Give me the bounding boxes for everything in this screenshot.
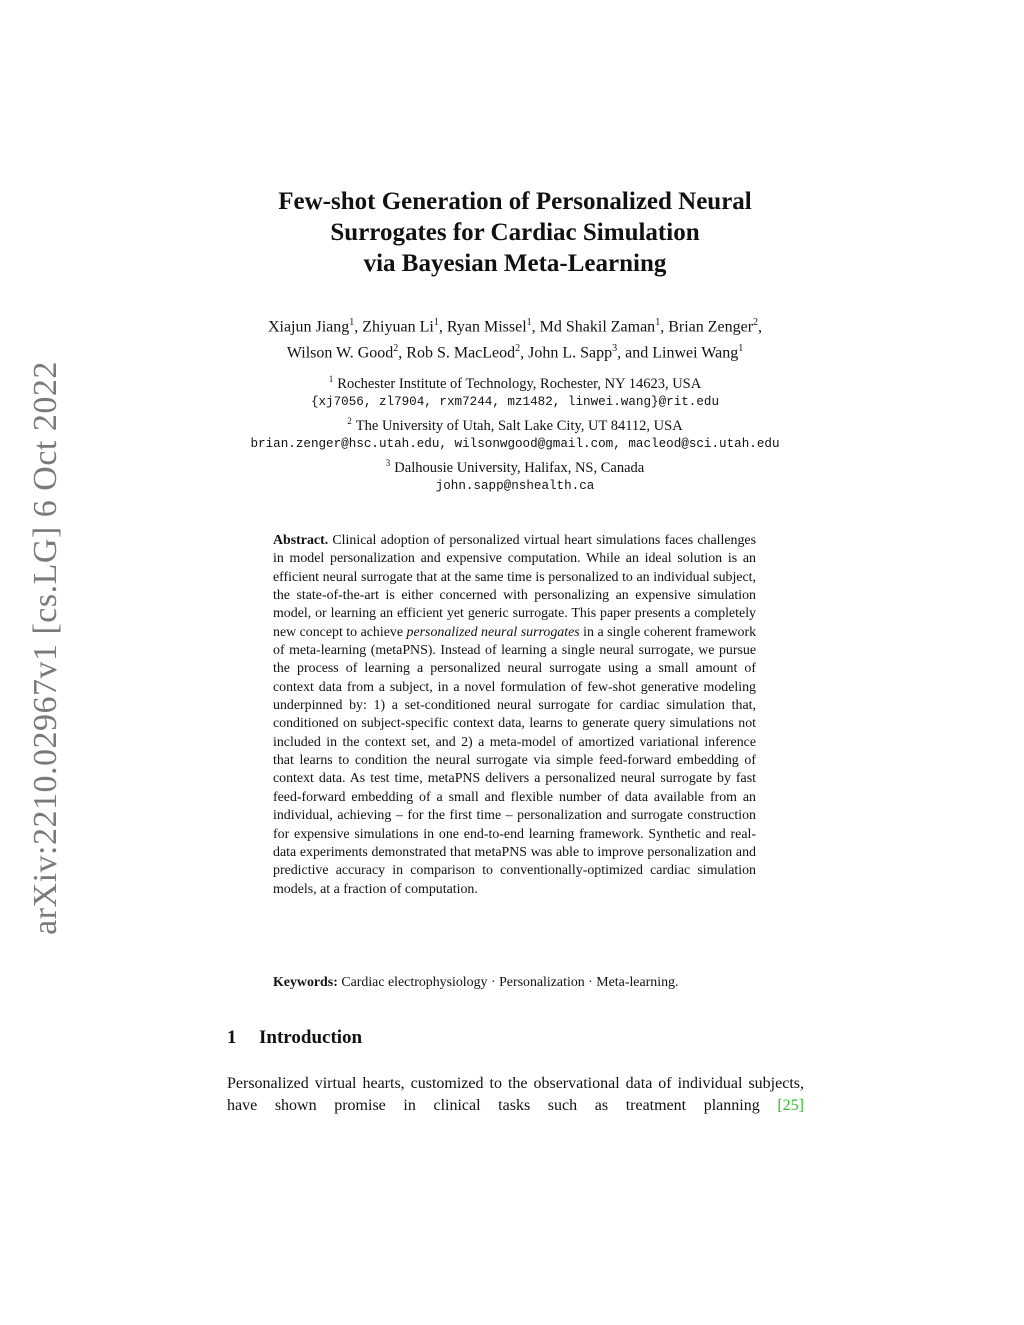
- author-line: Wilson W. Good$^2$, Rob S. MacLeod$^2$, John L. Sapp$^3$, and Linwei Wang$^1$: [286, 343, 744, 362]
- author-affiliation-mark: 2: [393, 343, 399, 355]
- affiliation-number: 2: [347, 415, 352, 426]
- title-line: Few-shot Generation of Personalized Neural: [278, 188, 752, 215]
- intro-paragraph: [227, 1073, 804, 1117]
- author-affiliation-mark: 1: [738, 343, 744, 355]
- affiliation-name: Dalhousie University, Halifax, NS, Canada: [394, 459, 645, 476]
- intro-text: Personalized virtual hearts, customized to the observational data of individual subjects, have shown promise in clinical tasks such as treatment planning: [227, 1075, 804, 1114]
- keywords-text: Cardiac electrophysiology · Personalization · Meta-learning.: [341, 975, 679, 990]
- author-name: Ryan Missel: [446, 318, 527, 336]
- arxiv-identifier-stamp: [26, 360, 66, 935]
- abstract-text: in a single coherent framework of meta-learning (metaPNS). Instead of learning a single neural surrogate, we pursue the process of learning a personalized neural surrogate using a small amount of context data from a subject, in a novel formulation of few-shot generative modeling underpinned by: 1) a set-conditioned neural surrogate for cardiac simulation that, conditioned on subject-specific context data, learns to generate query simulations not included in the context set, and 2) a meta-model of amortized variational inference that learns to condition the neural surrogate via simple feed-forward embedding of context data. As test time, metaPNS delivers a personalized neural surrogate by fast feed-forward embedding of a small and flexible number of data available from an individual, achieving – for the first time – personalization and surrogate construction for expensive simulations in one end-to-end learning framework. Synthetic and real-data experiments demonstrated that metaPNS was able to improve personalization and predictive accuracy in comparison to conventionally-optimized cardiac simulation models, at a fraction of computation.: [273, 624, 757, 897]
- author-affiliation-mark: 1: [433, 317, 439, 328]
- affiliation-1: [200, 370, 830, 393]
- affiliation-1-email: {xj7056, zl7904, rxm7244, mz1482, linwei.wang}@rit.edu: [310, 395, 720, 410]
- affiliation-3: [200, 454, 830, 477]
- section-number: 1: [227, 1027, 237, 1048]
- author-affiliation-mark: 2: [515, 343, 521, 355]
- affiliation-2: [200, 412, 830, 435]
- author-affiliation-mark: 1: [526, 317, 532, 328]
- keywords: [273, 974, 756, 992]
- citation-link[interactable]: [25]: [777, 1097, 804, 1114]
- affiliations: [200, 370, 830, 495]
- title-line: Surrogates for Cardiac Simulation: [330, 219, 700, 246]
- affiliation-name: Rochester Institute of Technology, Rochester, NY 14623, USA: [337, 375, 702, 392]
- author-name: Xiajun Jiang: [267, 318, 350, 336]
- abstract-text: Clinical adoption of personalized virtual heart simulations faces challenges in model personalization and expensive computation. While an ideal solution is an efficient neural surrogate that at the same time is personalized to an individual subject, the state-of-the-art is either concerned with personalizing an expensive simulation model, or learning an efficient yet generic surrogate. This paper presents a completely new concept to achieve: [273, 533, 756, 640]
- arxiv-id-text: arXiv:2210.02967v1 [cs.LG] 6 Oct 2022: [27, 360, 64, 935]
- author-name: Wilson W. Good: [286, 344, 394, 362]
- title-line: via Bayesian Meta-Learning: [363, 250, 667, 277]
- author-name: Linwei Wang: [652, 344, 739, 362]
- author-name: Md Shakil Zaman: [539, 318, 656, 336]
- author-name: Rob S. MacLeod: [406, 344, 516, 362]
- author-name: John L. Sapp: [528, 344, 613, 362]
- author-list: [200, 312, 830, 365]
- keywords-label: Keywords:: [273, 975, 338, 990]
- author-name: Zhiyuan Li: [362, 318, 434, 336]
- author-affiliation-mark: 2: [753, 317, 759, 328]
- abstract: [273, 532, 756, 899]
- author-name: Brian Zenger: [668, 318, 754, 336]
- author-affiliation-mark: 1: [655, 317, 661, 328]
- affiliation-3-email: john.sapp@nshealth.ca: [435, 478, 595, 493]
- author-line: Xiajun Jiang$^1$, Zhiyuan Li$^1$, Ryan Missel$^1$, Md Shakil Zaman$^1$, Brian Zenger$^2$,: [267, 317, 763, 336]
- affiliation-2-email: brian.zenger@hsc.utah.edu, wilsonwgood@gmail.com, macleod@sci.utah.edu: [250, 437, 780, 452]
- section-heading: [227, 1027, 362, 1049]
- paper-title: [200, 186, 830, 279]
- affiliation-number: 1: [328, 374, 334, 384]
- affiliation-number: 3: [385, 457, 391, 468]
- section-title: Introduction: [259, 1027, 363, 1048]
- affiliation-name: The University of Utah, Salt Lake City, UT 84112, USA: [355, 417, 683, 434]
- abstract-emphasis: personalized neural surrogates: [406, 624, 580, 640]
- abstract-label: Abstract.: [273, 533, 329, 548]
- author-affiliation-mark: 1: [349, 317, 355, 328]
- author-affiliation-mark: 3: [612, 343, 618, 355]
